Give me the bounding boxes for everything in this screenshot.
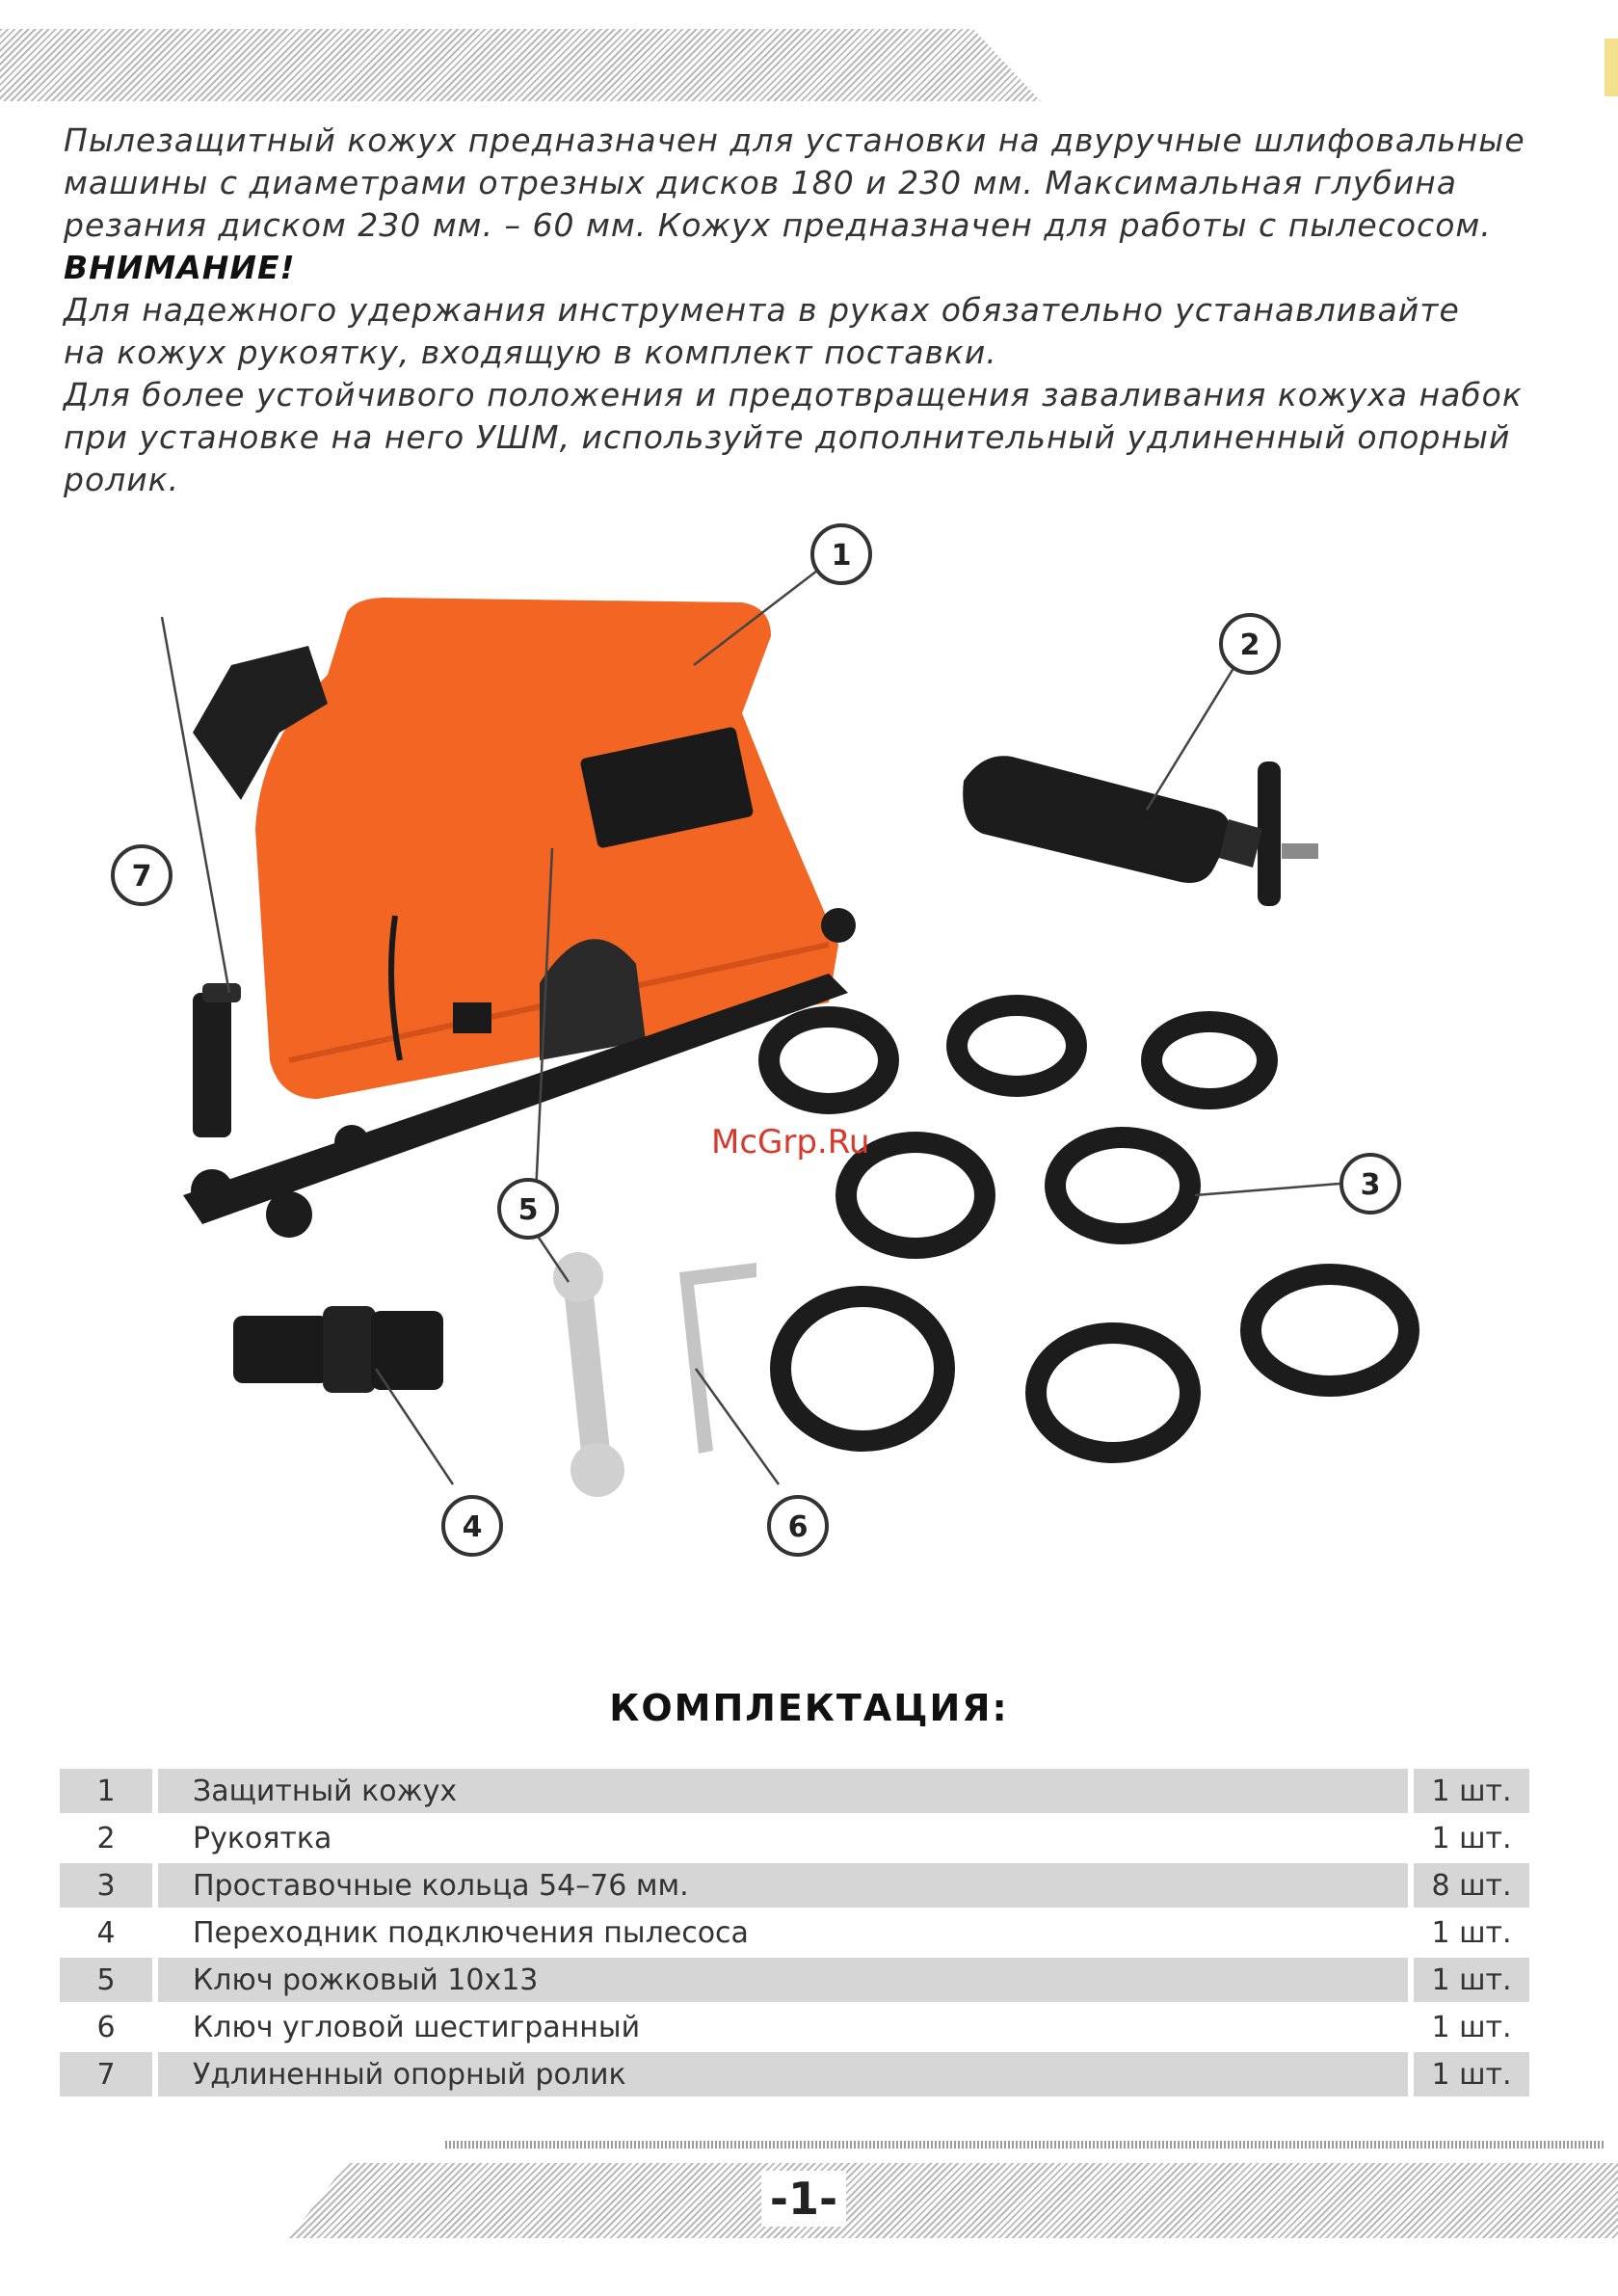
callout-number: 6 bbox=[787, 1510, 809, 1544]
row-number: 1 bbox=[60, 1769, 158, 1813]
intro-line: Для надежного удержания инструмента в руках обязательно устанавливайте bbox=[64, 291, 1460, 329]
callout-4 bbox=[443, 1497, 501, 1555]
row-number: 5 bbox=[60, 1958, 158, 2002]
table-row bbox=[60, 1863, 1529, 1908]
row-quantity: 1 шт. bbox=[1408, 1958, 1529, 2002]
callout-2 bbox=[1221, 615, 1279, 673]
header-hatch-band bbox=[0, 29, 1041, 101]
row-name: Удлиненный опорный ролик bbox=[158, 2052, 1408, 2096]
callout-number: 4 bbox=[462, 1510, 483, 1544]
row-quantity: 1 шт. bbox=[1408, 1816, 1529, 1860]
intro-line: Для более устойчивого положения и предотвращения заваливания кожуха набок bbox=[64, 376, 1523, 414]
callout-number: 1 bbox=[831, 539, 852, 573]
open-wrench-illustration bbox=[553, 1252, 624, 1497]
callout-number: 2 bbox=[1239, 628, 1260, 662]
row-name: Ключ рожковый 10х13 bbox=[158, 1958, 1408, 2002]
callout-6 bbox=[769, 1497, 827, 1555]
row-name: Рукоятка bbox=[158, 1816, 1408, 1860]
product-kit-illustration bbox=[0, 521, 1618, 1581]
row-number: 4 bbox=[60, 1910, 158, 1955]
row-quantity: 1 шт. bbox=[1408, 2005, 1529, 2049]
hex-key-illustration bbox=[679, 1263, 756, 1454]
watermark: McGrp.Ru bbox=[711, 1123, 870, 1161]
intro-line: на кожух рукоятку, входящую в комплект поставки. bbox=[64, 334, 997, 371]
callout-7 bbox=[113, 846, 171, 904]
intro-line: машины с диаметрами отрезных дисков 180 и 230 мм. Максимальная глубина bbox=[64, 164, 1457, 201]
row-quantity: 1 шт. bbox=[1408, 1910, 1529, 1955]
row-name: Проставочные кольца 54–76 мм. bbox=[158, 1863, 1408, 1908]
table-row bbox=[60, 1769, 1529, 1813]
side-handle-illustration bbox=[963, 756, 1318, 906]
table-row bbox=[60, 1816, 1529, 1860]
spec-title: КОМПЛЕКТАЦИЯ: bbox=[609, 1687, 1009, 1729]
page-number: -1- bbox=[761, 2171, 846, 2227]
intro-line: резания диском 230 мм. – 60 мм. Кожух предназначен для работы с пылесосом. bbox=[64, 206, 1492, 244]
corner-tab bbox=[1605, 39, 1618, 96]
intro-line: при установке на него УШМ, используйте дополнительный удлиненный опорный bbox=[64, 418, 1511, 456]
callout-number: 7 bbox=[131, 860, 152, 894]
footer-dotted-rule bbox=[445, 2141, 1604, 2149]
callout-5 bbox=[499, 1180, 557, 1238]
row-quantity: 1 шт. bbox=[1408, 1769, 1529, 1813]
intro-line: Пылезащитный кожух предназначен для установки на двуручные шлифовальные bbox=[64, 121, 1525, 159]
row-name: Переходник подключения пылесоса bbox=[158, 1910, 1408, 1955]
callout-3 bbox=[1341, 1155, 1399, 1213]
table-row bbox=[60, 2052, 1529, 2096]
warning-heading: ВНИМАНИЕ! bbox=[64, 249, 296, 286]
callout-number: 3 bbox=[1360, 1168, 1381, 1202]
table-row bbox=[60, 1958, 1529, 2002]
spec-table bbox=[60, 1766, 1529, 2099]
row-number: 6 bbox=[60, 2005, 158, 2049]
table-row bbox=[60, 2005, 1529, 2049]
row-number: 3 bbox=[60, 1863, 158, 1908]
table-row bbox=[60, 1910, 1529, 1955]
intro-text bbox=[64, 120, 1528, 501]
spacer-rings-illustration bbox=[769, 1005, 1409, 1453]
row-number: 7 bbox=[60, 2052, 158, 2096]
row-name: Ключ угловой шестигранный bbox=[158, 2005, 1408, 2049]
support-roller-illustration bbox=[193, 983, 241, 1137]
footer-hatch-band bbox=[289, 2163, 1618, 2238]
intro-line: ролик. bbox=[64, 461, 180, 498]
row-quantity: 8 шт. bbox=[1408, 1863, 1529, 1908]
row-number: 2 bbox=[60, 1816, 158, 1860]
row-quantity: 1 шт. bbox=[1408, 2052, 1529, 2096]
callout-number: 5 bbox=[517, 1193, 539, 1227]
row-name: Защитный кожух bbox=[158, 1769, 1408, 1813]
callout-1 bbox=[812, 525, 870, 583]
vacuum-adapter-illustration bbox=[233, 1306, 443, 1393]
